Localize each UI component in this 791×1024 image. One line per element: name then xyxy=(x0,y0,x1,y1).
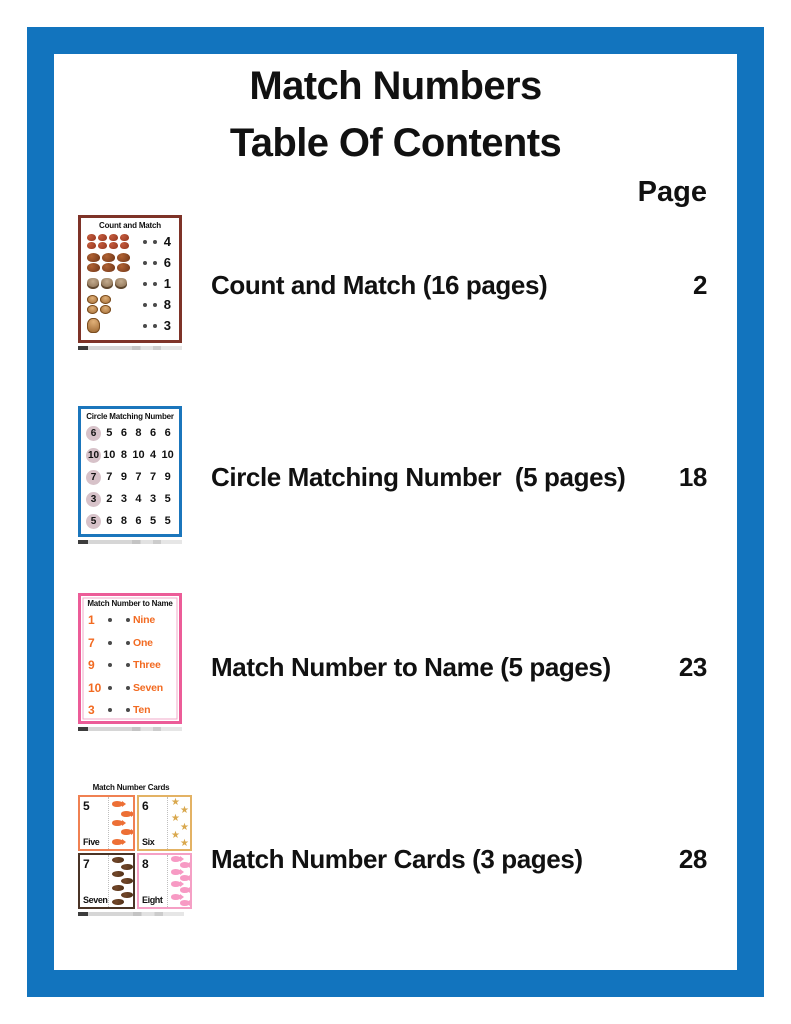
option-number: 6 xyxy=(135,515,142,527)
match-dot xyxy=(108,686,112,690)
owl-icon xyxy=(101,278,113,289)
fish-orange-icon xyxy=(112,801,123,807)
toc-entry-circle-matching-number xyxy=(211,459,707,495)
toc-entry-match-number-to-name xyxy=(211,649,707,685)
star-gold-icon: ★ xyxy=(180,805,189,817)
name-label: Three xyxy=(133,659,161,672)
toc-entry-match-number-cards xyxy=(211,841,707,877)
fish-pink-icon xyxy=(171,869,181,875)
toc-entry-title: Count and Match (16 pages) xyxy=(211,269,548,300)
fish-orange-icon xyxy=(121,829,132,835)
turkey-icon xyxy=(117,253,130,262)
worksheet-title: Match Number to Name xyxy=(87,599,173,608)
worksheet-title: Match Number Cards xyxy=(92,783,170,792)
answer-number: 3 xyxy=(163,318,171,333)
option-number: 3 xyxy=(120,493,127,505)
hedgehog-icon xyxy=(121,878,133,884)
target-number-circle: 7 xyxy=(86,470,101,485)
toc-entry-page-number: 2 xyxy=(692,269,707,300)
fish-pink-icon xyxy=(180,900,190,906)
animal-icon-group xyxy=(87,234,131,249)
name-label: Nine xyxy=(133,614,155,627)
fish-orange-icon xyxy=(121,811,132,817)
count-row xyxy=(81,294,179,315)
doc-title-line2: Table Of Contents xyxy=(229,121,562,165)
star-gold-icon: ★ xyxy=(171,829,180,841)
number-card-six xyxy=(137,795,192,851)
bird-icon xyxy=(109,242,118,249)
card-item-icons xyxy=(168,855,190,907)
bird-icon xyxy=(120,242,129,249)
fish-orange-icon xyxy=(112,820,123,826)
match-dot xyxy=(126,663,130,667)
match-dot xyxy=(143,303,147,307)
option-number: 4 xyxy=(150,449,157,461)
bird-icon xyxy=(98,242,107,249)
option-number: 5 xyxy=(164,493,171,505)
doc-title-line1: Match Numbers xyxy=(249,64,542,108)
number-row xyxy=(81,466,179,488)
card-item-icons xyxy=(109,855,133,907)
option-number: 8 xyxy=(135,427,142,439)
card-number: 8 xyxy=(142,857,149,871)
target-number-circle: 5 xyxy=(86,514,101,529)
toc-entry-count-and-match xyxy=(211,267,707,303)
number-label: 7 xyxy=(88,635,95,650)
number-label: 1 xyxy=(88,613,95,628)
turkey-icon xyxy=(102,263,115,272)
match-dot xyxy=(108,641,112,645)
option-number: 9 xyxy=(120,471,127,483)
hedgehog-icon xyxy=(112,899,124,905)
thumbnail-footer-strip xyxy=(78,540,182,544)
number-row xyxy=(81,510,179,532)
toc-entry-title: Match Number to Name (5 pages) xyxy=(211,651,611,682)
page-column-header: Page xyxy=(637,176,707,208)
answer-number: 4 xyxy=(163,234,171,249)
toc-entry-page-number: 23 xyxy=(678,651,707,682)
animal-icon-group xyxy=(87,318,131,333)
option-number: 6 xyxy=(106,515,113,527)
target-number-circle: 10 xyxy=(87,449,100,461)
number-label: 10 xyxy=(88,680,102,695)
option-number: 10 xyxy=(132,449,145,461)
number-label: 9 xyxy=(88,658,95,673)
option-number: 3 xyxy=(150,493,157,505)
match-dot xyxy=(153,261,157,265)
thumbnail-count-and-match xyxy=(78,215,182,350)
fish-pink-icon xyxy=(180,875,190,881)
bird-icon xyxy=(109,234,118,241)
match-dot xyxy=(126,618,130,622)
name-match-row xyxy=(81,609,179,632)
fish-pink-icon xyxy=(171,856,181,862)
name-match-row xyxy=(81,677,179,700)
star-gold-icon: ★ xyxy=(171,813,180,825)
match-dot xyxy=(108,708,112,712)
card-item-icons xyxy=(109,797,133,849)
animal-icon-group xyxy=(87,278,131,289)
option-number: 5 xyxy=(106,427,113,439)
animal-icon-group xyxy=(87,253,131,272)
match-dot xyxy=(153,303,157,307)
worksheet-preview xyxy=(78,406,182,537)
card-word: Eight xyxy=(142,895,163,905)
fish-pink-icon xyxy=(180,862,190,868)
card-number: 7 xyxy=(83,857,90,871)
option-number: 8 xyxy=(120,515,127,527)
thumbnail-footer-strip xyxy=(78,346,182,350)
number-label: 3 xyxy=(88,703,95,718)
number-card-five xyxy=(78,795,135,851)
toc-entry-title: Match Number Cards (3 pages) xyxy=(211,843,583,874)
answer-number: 6 xyxy=(163,255,171,270)
option-number: 6 xyxy=(150,427,157,439)
match-dot xyxy=(153,324,157,328)
name-match-row xyxy=(81,632,179,655)
hedgehog-icon xyxy=(112,857,124,863)
turkey-icon xyxy=(87,253,100,262)
answer-number: 1 xyxy=(163,276,171,291)
name-label: Ten xyxy=(133,704,151,717)
thumbnail-match-number-cards xyxy=(78,780,189,916)
target-number-circle: 6 xyxy=(86,426,101,441)
star-gold-icon: ★ xyxy=(171,797,180,809)
match-dot xyxy=(153,282,157,286)
number-row xyxy=(81,422,179,444)
turkey-icon xyxy=(102,253,115,262)
option-number: 6 xyxy=(164,427,171,439)
owl-icon xyxy=(115,278,127,289)
toc-entry-title: Circle Matching Number (5 pages) xyxy=(211,461,626,492)
monkey-big-icon xyxy=(87,318,100,333)
card-word: Five xyxy=(83,837,100,847)
owl-icon xyxy=(87,278,99,289)
option-number: 5 xyxy=(164,515,171,527)
hedgehog-icon xyxy=(121,892,133,898)
option-number: 5 xyxy=(150,515,157,527)
name-label: Seven xyxy=(133,681,163,694)
fish-pink-icon xyxy=(180,887,190,893)
option-number: 9 xyxy=(164,471,171,483)
toc-entry-page-number: 28 xyxy=(678,843,707,874)
option-number: 10 xyxy=(161,449,174,461)
match-dot xyxy=(108,663,112,667)
monkey-icon xyxy=(100,305,111,314)
number-card-grid xyxy=(78,795,189,909)
monkey-icon xyxy=(100,295,111,304)
bird-icon xyxy=(98,234,107,241)
thumbnail-footer-strip xyxy=(78,727,182,731)
count-row xyxy=(81,315,179,336)
count-row xyxy=(81,252,179,273)
option-number: 6 xyxy=(120,427,127,439)
option-number: 10 xyxy=(103,449,116,461)
turkey-icon xyxy=(87,263,100,272)
monkey-icon xyxy=(87,305,98,314)
match-dot xyxy=(143,261,147,265)
match-dot xyxy=(153,240,157,244)
card-word: Seven xyxy=(83,895,108,905)
name-label: One xyxy=(133,636,153,649)
match-dot xyxy=(143,282,147,286)
worksheet-title: Circle Matching Number xyxy=(86,412,174,421)
option-number: 2 xyxy=(106,493,113,505)
match-dot xyxy=(126,641,130,645)
answer-number: 8 xyxy=(163,297,171,312)
card-item-icons xyxy=(168,797,190,849)
star-gold-icon: ★ xyxy=(180,837,189,849)
toc-entry-page-number: 18 xyxy=(678,461,707,492)
thumbnail-match-number-to-name xyxy=(78,593,182,731)
target-number-circle: 3 xyxy=(86,492,101,507)
number-row xyxy=(81,444,179,466)
option-number: 7 xyxy=(150,471,157,483)
match-dot xyxy=(108,618,112,622)
card-number: 5 xyxy=(83,799,90,813)
number-card-eight xyxy=(137,853,192,909)
thumbnail-circle-matching-number xyxy=(78,406,182,544)
match-dot xyxy=(126,708,130,712)
match-dot xyxy=(143,324,147,328)
match-dot xyxy=(126,686,130,690)
bird-icon xyxy=(120,234,129,241)
card-number: 6 xyxy=(142,799,149,813)
animal-icon-group xyxy=(87,295,131,314)
worksheet-preview xyxy=(78,593,182,724)
option-number: 7 xyxy=(135,471,142,483)
hedgehog-icon xyxy=(112,885,124,891)
number-card-seven xyxy=(78,853,135,909)
thumbnail-footer-strip xyxy=(78,912,184,916)
count-row xyxy=(81,231,179,252)
option-number: 8 xyxy=(120,449,127,461)
count-row xyxy=(81,273,179,294)
worksheet-title: Count and Match xyxy=(99,221,161,230)
option-number: 4 xyxy=(135,493,142,505)
match-dot xyxy=(143,240,147,244)
turkey-icon xyxy=(117,263,130,272)
name-match-row xyxy=(81,699,179,722)
bird-icon xyxy=(87,234,96,241)
fish-pink-icon xyxy=(171,881,181,887)
worksheet-preview xyxy=(78,215,182,343)
hedgehog-icon xyxy=(121,864,133,870)
fish-pink-icon xyxy=(171,894,181,900)
monkey-icon xyxy=(87,295,98,304)
card-word: Six xyxy=(142,837,155,847)
name-match-row xyxy=(81,654,179,677)
bird-icon xyxy=(87,242,96,249)
star-gold-icon: ★ xyxy=(180,821,189,833)
number-row xyxy=(81,488,179,510)
fish-orange-icon xyxy=(112,839,123,845)
option-number: 7 xyxy=(106,471,113,483)
hedgehog-icon xyxy=(112,871,124,877)
